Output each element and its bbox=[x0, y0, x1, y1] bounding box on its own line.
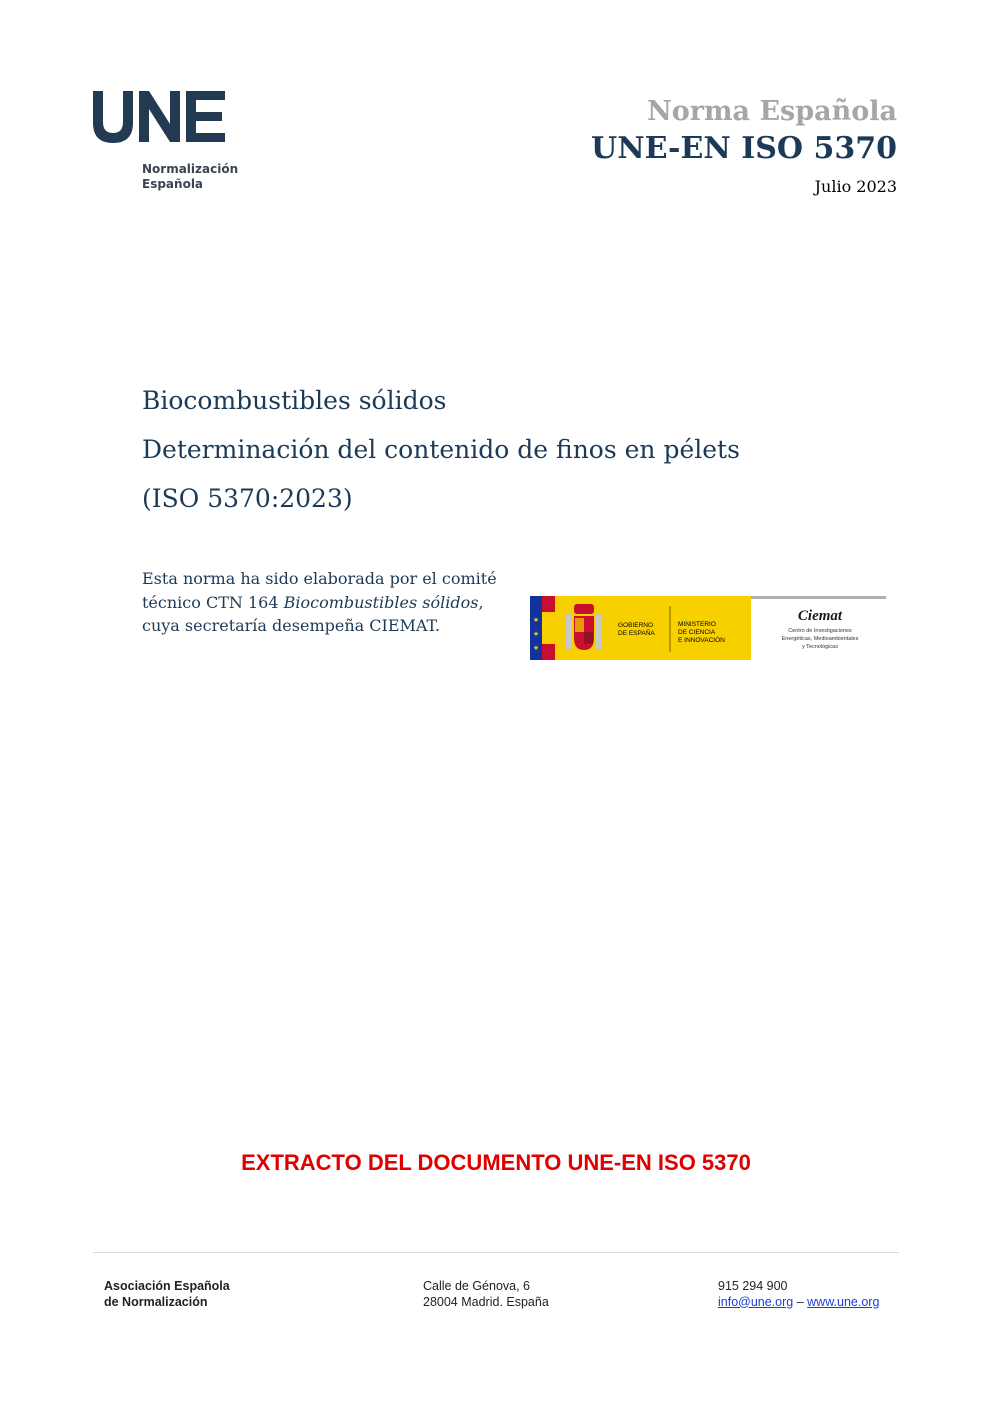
une-logo-letter-u bbox=[93, 91, 133, 143]
ciemat-line2: Energéticas, Medioambientales bbox=[781, 636, 859, 642]
une-logo-letter-n bbox=[139, 91, 180, 142]
ciemat-line3: y Tecnológicas bbox=[802, 644, 838, 650]
eu-star-icon: ★ bbox=[532, 617, 540, 624]
ciemat-top-rule bbox=[751, 596, 886, 599]
title-line-2: Determinación del contenido de finos en pélets bbox=[142, 435, 740, 464]
spain-stripe-yellow bbox=[542, 612, 555, 644]
committee-text-before: Esta norma ha sido elaborada por el comité técnico CTN 164 bbox=[142, 569, 497, 612]
spain-stripe-red-bottom bbox=[542, 644, 555, 660]
norma-code: UNE-EN ISO 5370 bbox=[591, 131, 897, 166]
footer-phone: 915 294 900 bbox=[718, 1279, 788, 1293]
footer-address bbox=[423, 1279, 549, 1310]
spain-stripe-red-top bbox=[542, 596, 555, 612]
title-line-1: Biocombustibles sólidos bbox=[142, 386, 447, 415]
logo-subtitle-line1: Normalización bbox=[142, 162, 239, 176]
committee-name: Biocombustibles sólidos bbox=[283, 592, 479, 612]
footer-contact bbox=[718, 1279, 879, 1310]
footer-org-line2: de Normalización bbox=[104, 1294, 208, 1309]
une-logo-letter-e bbox=[186, 91, 225, 142]
email-link[interactable]: info@une.org bbox=[718, 1294, 794, 1309]
footer-org-line1: Asociación Española bbox=[104, 1279, 230, 1293]
footer-divider bbox=[93, 1252, 899, 1253]
eu-star-icon: ★ bbox=[532, 645, 540, 652]
title-line-3: (ISO 5370:2023) bbox=[142, 484, 353, 513]
footer-link-separator: – bbox=[793, 1294, 808, 1309]
footer-address-line2: 28004 Madrid. España bbox=[423, 1294, 549, 1309]
footer-links bbox=[718, 1295, 879, 1311]
sponsor-logos bbox=[530, 596, 886, 660]
ministerio-line3: E INNOVACIÓN bbox=[678, 637, 725, 644]
footer-organization bbox=[104, 1279, 230, 1310]
website-link[interactable]: www.une.org bbox=[807, 1294, 880, 1309]
gobierno-line2: DE ESPAÑA bbox=[618, 630, 655, 637]
extract-banner: EXTRACTO DEL DOCUMENTO UNE-EN ISO 5370 bbox=[241, 1150, 751, 1175]
ministerio-line1: MINISTERIO bbox=[678, 621, 716, 628]
logo-subtitle-line2: Española bbox=[142, 177, 204, 191]
publication-date: Julio 2023 bbox=[814, 177, 897, 196]
committee-text-after: , cuya secretaría desempeña CIEMAT. bbox=[142, 592, 484, 635]
ciemat-wordmark: Ciemat bbox=[797, 608, 843, 624]
eu-star-icon: ★ bbox=[532, 631, 540, 638]
gobierno-line1: GOBIERNO bbox=[618, 622, 654, 629]
une-logo-accent bbox=[105, 88, 121, 92]
footer-address-line1: Calle de Génova, 6 bbox=[423, 1279, 531, 1293]
ministerio-line2: DE CIENCIA bbox=[678, 629, 716, 636]
norma-label: Norma Española bbox=[647, 96, 897, 127]
committee-paragraph bbox=[142, 567, 502, 638]
ciemat-line1: Centro de Investigaciones bbox=[788, 628, 852, 634]
